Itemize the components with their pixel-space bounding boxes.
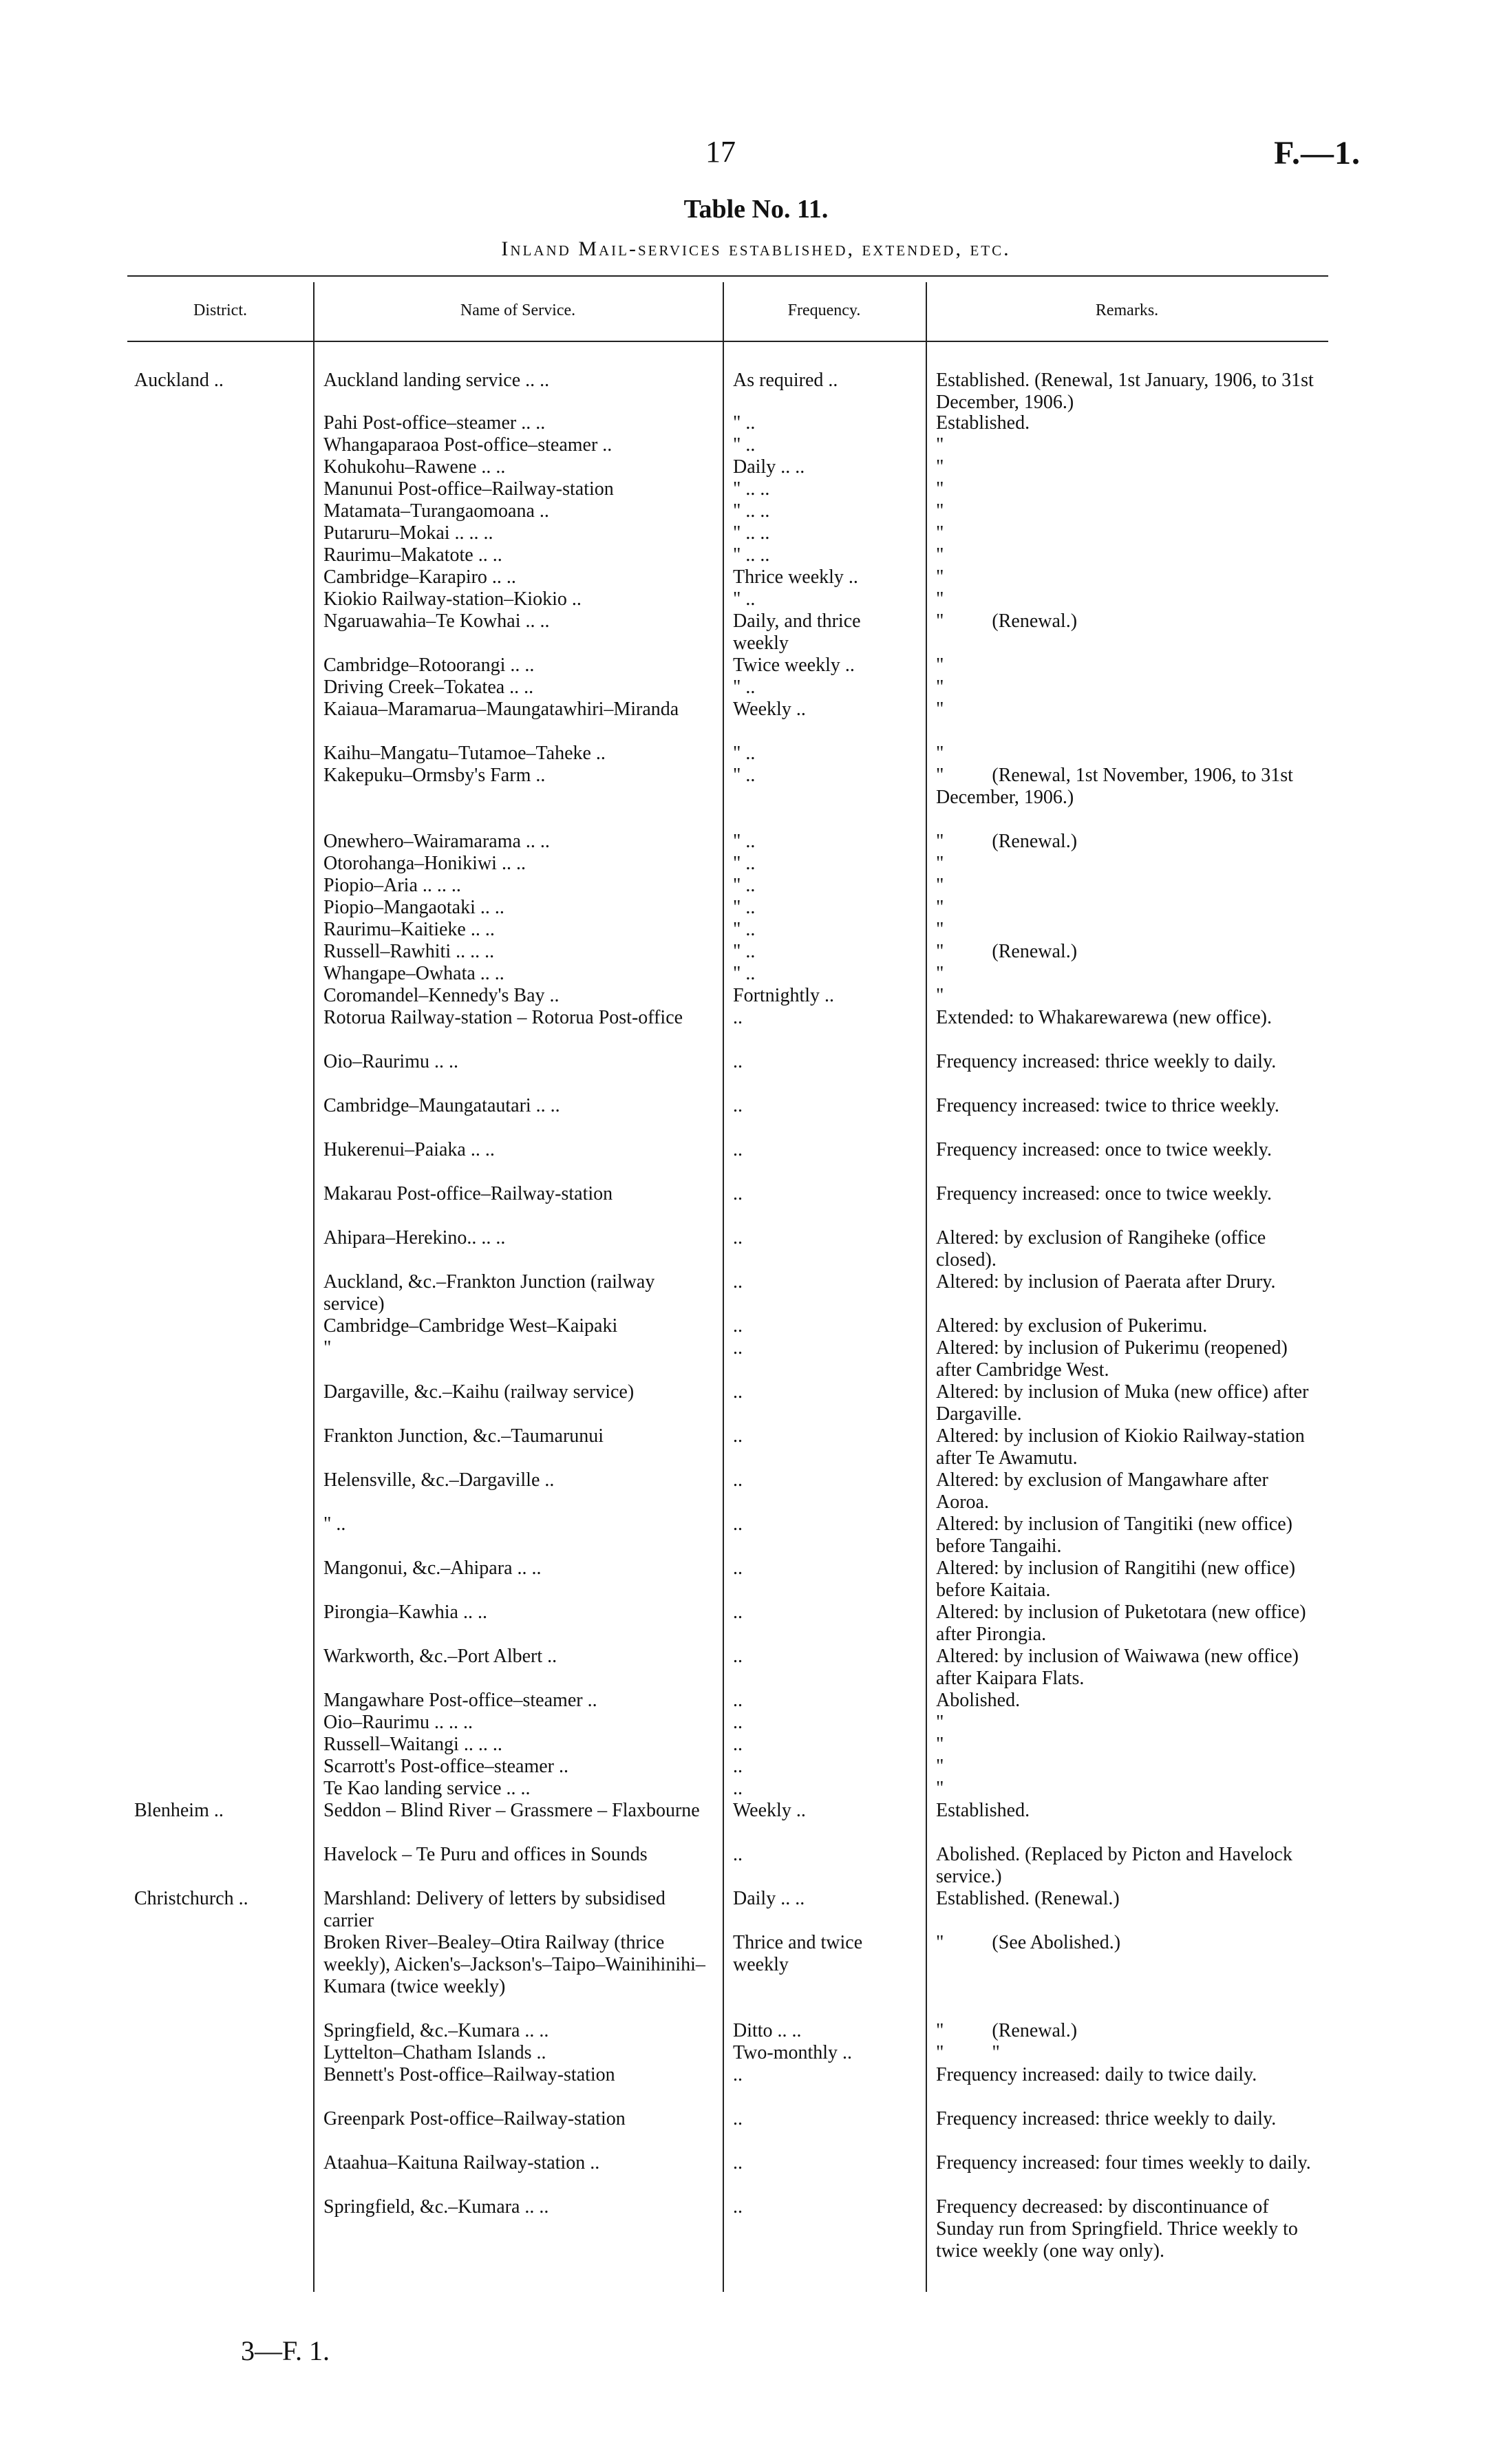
row-remarks: Established.: [936, 412, 1030, 434]
row-remarks: Altered: by inclusion of Puketotara (new office) after Pirongia.: [936, 1602, 1311, 1645]
row-frequency: Daily, and thrice weekly: [733, 610, 866, 654]
row-remarks: Altered: by inclusion of Kiokio Railway-station after Te Awamutu.: [936, 1425, 1310, 1469]
row-frequency: ..: [733, 1227, 743, 1248]
row-service-name: Havelock – Te Puru and offices in Sounds: [323, 1844, 648, 1865]
row-service-name: Kaiaua–Maramarua–Maungatawhiri–Miranda: [323, 699, 679, 720]
row-service-name: Springfield, &c.–Kumara .. ..: [323, 2020, 549, 2041]
row-remarks: Frequency increased: thrice weekly to daily.: [936, 2108, 1277, 2129]
row-remarks: Altered: by inclusion of Tangitiki (new office) before Tangaihi.: [936, 1513, 1297, 1557]
row-frequency: ..: [733, 1315, 743, 1337]
column-header-remarks: Remarks.: [1095, 301, 1159, 319]
row-remarks: " (Renewal.): [936, 831, 1078, 852]
row-frequency: " .. ..: [733, 478, 770, 500]
row-service-name: Putaruru–Mokai .. .. ..: [323, 522, 493, 544]
row-remarks: Established.: [936, 1800, 1030, 1821]
row-service-name: Oio–Raurimu .. ..: [323, 1051, 458, 1072]
row-service-name: Cambridge–Cambridge West–Kaipaki: [323, 1315, 618, 1337]
row-service-name: Pahi Post-office–steamer .. ..: [323, 412, 546, 434]
row-frequency: ..: [733, 1712, 743, 1733]
column-divider-2: [723, 282, 724, 2292]
row-remarks: ": [936, 853, 944, 874]
row-frequency: ..: [733, 1007, 743, 1028]
row-service-name: Bennett's Post-office–Railway-station: [323, 2064, 615, 2085]
row-frequency: " ..: [733, 677, 756, 698]
row-frequency: Ditto .. ..: [733, 2020, 802, 2041]
row-district: Christchurch ..: [134, 1888, 248, 1909]
row-service-name: Scarrott's Post-office–steamer ..: [323, 1756, 568, 1777]
row-frequency: ..: [733, 1381, 743, 1403]
row-service-name: Warkworth, &c.–Port Albert ..: [323, 1646, 557, 1667]
row-frequency: " ..: [733, 963, 756, 984]
table-top-rule: [127, 275, 1328, 277]
row-remarks: Extended: to Whakarewarewa (new office).: [936, 1007, 1272, 1028]
row-remarks: ": [936, 919, 944, 940]
row-frequency: " .. ..: [733, 500, 770, 522]
row-service-name: Driving Creek–Tokatea .. ..: [323, 677, 534, 698]
row-service-name: Otorohanga–Honikiwi .. ..: [323, 853, 526, 874]
row-remarks: Established. (Renewal.): [936, 1888, 1120, 1909]
row-remarks: " (Renewal.): [936, 941, 1078, 962]
row-remarks: Frequency increased: once to twice weekly.: [936, 1183, 1272, 1204]
column-divider-3: [926, 282, 927, 2292]
row-remarks: " (Renewal, 1st November, 1906, to 31st December, 1906.): [936, 765, 1298, 808]
row-frequency: Two-monthly ..: [733, 2042, 853, 2063]
row-frequency: ..: [733, 2152, 743, 2174]
row-service-name: Auckland, &c.–Frankton Junction (railway service): [323, 1271, 660, 1315]
row-service-name: Pirongia–Kawhia .. ..: [323, 1602, 487, 1623]
row-service-name: Auckland landing service .. ..: [323, 370, 550, 391]
row-frequency: ..: [733, 2196, 743, 2218]
row-remarks: Established. (Renewal, 1st January, 1906, to 31st December, 1906.): [936, 370, 1319, 413]
row-remarks: " (See Abolished.): [936, 1932, 1121, 1953]
row-remarks: ": [936, 677, 944, 698]
column-header-frequency: Frequency.: [787, 301, 861, 319]
row-remarks: ": [936, 897, 944, 918]
row-remarks: ": [936, 522, 944, 544]
row-service-name: Lyttelton–Chatham Islands ..: [323, 2042, 546, 2063]
row-remarks: Abolished. (Replaced by Picton and Havelock service.): [936, 1844, 1297, 1887]
row-frequency: " ..: [733, 941, 756, 962]
row-remarks: Frequency increased: twice to thrice weekly.: [936, 1095, 1279, 1116]
row-service-name: Ataahua–Kaituna Railway-station ..: [323, 2152, 600, 2174]
row-service-name: Mangawhare Post-office–steamer ..: [323, 1690, 597, 1711]
row-frequency: " ..: [733, 919, 756, 940]
row-frequency: ..: [733, 1425, 743, 1447]
row-remarks: ": [936, 588, 944, 610]
row-frequency: ..: [733, 1778, 743, 1799]
column-header-district: District.: [193, 301, 247, 319]
column-header-name: Name of Service.: [460, 301, 576, 319]
row-frequency: ..: [733, 1271, 743, 1293]
row-service-name: Ngaruawahia–Te Kowhai .. ..: [323, 610, 550, 632]
row-service-name: Springfield, &c.–Kumara .. ..: [323, 2196, 549, 2218]
row-remarks: Frequency increased: once to twice weekly.: [936, 1139, 1272, 1160]
row-frequency: ..: [733, 1756, 743, 1777]
row-remarks: ": [936, 1778, 944, 1799]
table-title: Table No. 11.: [683, 195, 829, 224]
row-district: Blenheim ..: [134, 1800, 224, 1821]
row-remarks: ": [936, 1734, 944, 1755]
row-remarks: ": [936, 1712, 944, 1733]
row-frequency: Daily .. ..: [733, 456, 805, 478]
row-remarks: ": [936, 1756, 944, 1777]
row-service-name: Mangonui, &c.–Ahipara .. ..: [323, 1558, 542, 1579]
row-frequency: ..: [733, 1646, 743, 1667]
row-frequency: ..: [733, 1095, 743, 1116]
row-frequency: " ..: [733, 897, 756, 918]
row-remarks: Altered: by inclusion of Muka (new office) after Dargaville.: [936, 1381, 1314, 1425]
row-frequency: ..: [733, 1337, 743, 1359]
row-remarks: Altered: by exclusion of Pukerimu.: [936, 1315, 1208, 1337]
row-remarks: ": [936, 655, 944, 676]
row-service-name: Cambridge–Maungatautari .. ..: [323, 1095, 560, 1116]
row-frequency: " ..: [733, 412, 756, 434]
row-service-name: Russell–Waitangi .. .. ..: [323, 1734, 502, 1755]
row-service-name: Greenpark Post-office–Railway-station: [323, 2108, 626, 2129]
row-remarks: ": [936, 743, 944, 764]
row-frequency: " ..: [733, 765, 756, 786]
row-remarks: Altered: by inclusion of Waiwawa (new office) after Kaipara Flats.: [936, 1646, 1303, 1689]
row-frequency: ..: [733, 1051, 743, 1072]
row-frequency: Twice weekly ..: [733, 655, 855, 676]
row-remarks: ": [936, 500, 944, 522]
row-remarks: Altered: by inclusion of Paerata after Drury.: [936, 1271, 1276, 1293]
row-service-name: Te Kao landing service .. ..: [323, 1778, 531, 1799]
row-service-name: Raurimu–Makatote .. ..: [323, 544, 502, 566]
row-frequency: " ..: [733, 743, 756, 764]
row-remarks: ": [936, 566, 944, 588]
row-frequency: ..: [733, 2108, 743, 2129]
row-service-name: Cambridge–Karapiro .. ..: [323, 566, 516, 588]
row-service-name: Onewhero–Wairamarama .. ..: [323, 831, 550, 852]
row-service-name: Kohukohu–Rawene .. ..: [323, 456, 506, 478]
row-remarks: ": [936, 985, 944, 1006]
row-service-name: Russell–Rawhiti .. .. ..: [323, 941, 495, 962]
page-footer: 3—F. 1.: [241, 2335, 330, 2366]
row-remarks: ": [936, 434, 944, 456]
row-frequency: Weekly ..: [733, 699, 806, 720]
row-district: Auckland ..: [134, 370, 224, 391]
row-frequency: " ..: [733, 434, 756, 456]
row-frequency: " ..: [733, 853, 756, 874]
row-frequency: Weekly ..: [733, 1800, 806, 1821]
row-remarks: Altered: by exclusion of Rangiheke (office closed).: [936, 1227, 1271, 1271]
row-frequency: " ..: [733, 831, 756, 852]
row-remarks: " (Renewal.): [936, 610, 1078, 632]
row-remarks: Altered: by inclusion of Pukerimu (reopened) after Cambridge West.: [936, 1337, 1292, 1381]
row-remarks: " ": [936, 2042, 1000, 2063]
row-service-name: Cambridge–Rotoorangi .. ..: [323, 655, 535, 676]
row-remarks: ": [936, 544, 944, 566]
row-remarks: " (Renewal.): [936, 2020, 1078, 2041]
row-frequency: Thrice weekly ..: [733, 566, 858, 588]
row-service-name: Makarau Post-office–Railway-station: [323, 1183, 613, 1204]
row-remarks: ": [936, 478, 944, 500]
row-frequency: ..: [733, 1602, 743, 1623]
row-remarks: Abolished.: [936, 1690, 1021, 1711]
row-service-name: Kiokio Railway-station–Kiokio ..: [323, 588, 582, 610]
row-frequency: Daily .. ..: [733, 1888, 805, 1909]
row-service-name: Piopio–Mangaotaki .. ..: [323, 897, 504, 918]
row-frequency: ..: [733, 1513, 743, 1535]
row-service-name: Whangaparaoa Post-office–steamer ..: [323, 434, 613, 456]
row-remarks: Frequency increased: daily to twice daily.: [936, 2064, 1257, 2085]
row-service-name: Hukerenui–Paiaka .. ..: [323, 1139, 495, 1160]
row-frequency: ..: [733, 1183, 743, 1204]
row-remarks: Altered: by inclusion of Rangitihi (new office) before Kaitaia.: [936, 1558, 1301, 1601]
row-service-name: Kakepuku–Ormsby's Farm ..: [323, 765, 546, 786]
row-service-name: Helensville, &c.–Dargaville ..: [323, 1469, 555, 1491]
row-service-name: Marshland: Delivery of letters by subsidised carrier: [323, 1888, 670, 1931]
row-frequency: As required ..: [733, 370, 838, 391]
table-header-rule: [127, 341, 1328, 342]
row-frequency: " ..: [733, 875, 756, 896]
row-service-name: Seddon – Blind River – Grassmere – Flaxbourne: [323, 1800, 700, 1821]
row-service-name: Oio–Raurimu .. .. ..: [323, 1712, 473, 1733]
row-service-name: Kaihu–Mangatu–Tutamoe–Taheke ..: [323, 743, 606, 764]
row-service-name: Rotorua Railway-station – Rotorua Post-office: [323, 1007, 683, 1028]
row-service-name: Raurimu–Kaitieke .. ..: [323, 919, 495, 940]
row-service-name: Ahipara–Herekino.. .. ..: [323, 1227, 506, 1248]
row-service-name: Piopio–Aria .. .. ..: [323, 875, 461, 896]
row-frequency: Fortnightly ..: [733, 985, 835, 1006]
row-service-name: " ..: [323, 1513, 346, 1535]
row-remarks: Frequency increased: thrice weekly to daily.: [936, 1051, 1277, 1072]
row-frequency: ..: [733, 1469, 743, 1491]
row-remarks: Frequency decreased: by discontinuance of Sunday run from Springfield. Thrice weekly to twice weekly (one way only).: [936, 2196, 1303, 2262]
row-frequency: ..: [733, 1558, 743, 1579]
row-remarks: ": [936, 699, 944, 720]
row-frequency: " ..: [733, 588, 756, 610]
row-service-name: Coromandel–Kennedy's Bay ..: [323, 985, 560, 1006]
row-frequency: ..: [733, 1690, 743, 1711]
row-remarks: ": [936, 875, 944, 896]
column-divider-1: [313, 282, 315, 2292]
page-number: 17: [705, 135, 736, 169]
row-service-name: Dargaville, &c.–Kaihu (railway service): [323, 1381, 635, 1403]
row-service-name: Frankton Junction, &c.–Taumarunui: [323, 1425, 604, 1447]
row-frequency: " .. ..: [733, 544, 770, 566]
row-remarks: Frequency increased: four times weekly to daily.: [936, 2152, 1311, 2174]
table-subtitle: Inland Mail-services established, extended, etc.: [501, 237, 1011, 260]
row-remarks: Altered: by exclusion of Mangawhare after Aoroa.: [936, 1469, 1273, 1513]
row-frequency: Thrice and twice weekly: [733, 1932, 868, 1975]
row-frequency: ..: [733, 1844, 743, 1865]
row-remarks: ": [936, 963, 944, 984]
row-service-name: ": [323, 1337, 332, 1359]
row-service-name: Matamata–Turangaomoana ..: [323, 500, 549, 522]
row-frequency: ..: [733, 2064, 743, 2085]
row-service-name: Broken River–Bealey–Otira Railway (thrice weekly), Aicken's–Jackson's–Taipo–Wainihinihi–Kumara (twice weekly): [323, 1932, 705, 1997]
row-remarks: ": [936, 456, 944, 478]
row-service-name: Manunui Post-office–Railway-station: [323, 478, 614, 500]
row-frequency: ..: [733, 1139, 743, 1160]
row-service-name: Whangape–Owhata .. ..: [323, 963, 504, 984]
row-frequency: ..: [733, 1734, 743, 1755]
row-frequency: " .. ..: [733, 522, 770, 544]
document-reference: F.—1.: [1274, 135, 1361, 171]
